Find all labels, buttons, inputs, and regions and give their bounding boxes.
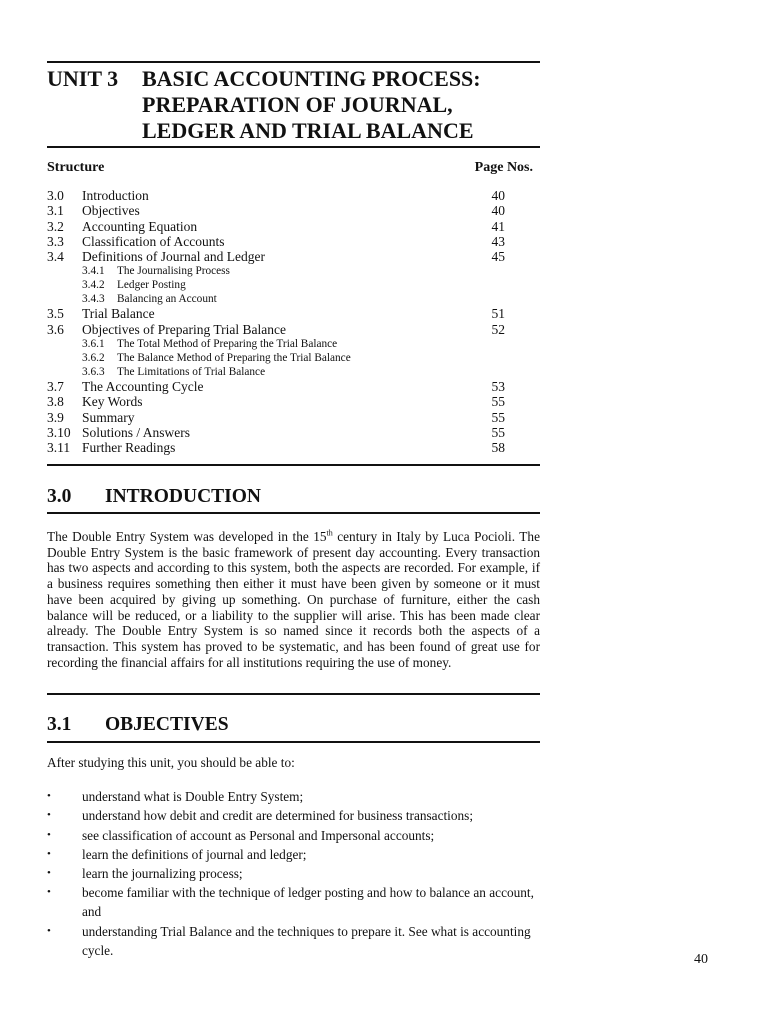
- toc-item: [47, 394, 505, 409]
- toc-number: 3.11: [47, 440, 71, 456]
- list-item-text: learn the journalizing process;: [82, 866, 243, 882]
- table-of-contents: [47, 188, 505, 456]
- toc-number: 3.6: [47, 321, 64, 337]
- toc-number: 3.9: [47, 409, 64, 425]
- toc-item: [47, 203, 505, 218]
- unit-title: [142, 66, 552, 144]
- bullet-icon: •: [47, 867, 51, 880]
- toc-number: 3.6.2: [82, 352, 105, 365]
- bullet-icon: •: [47, 790, 51, 802]
- toc-number: 3.6.1: [82, 338, 105, 351]
- toc-number: 3.5: [47, 306, 64, 322]
- toc-page: 51: [491, 306, 505, 322]
- toc-subitem: [47, 351, 505, 365]
- toc-item: [47, 249, 505, 264]
- toc-item: [47, 425, 505, 440]
- toc-subitem: [47, 278, 505, 292]
- list-item-text: understand what is Double Entry System;: [82, 789, 304, 804]
- toc-page: 55: [491, 424, 505, 440]
- section-number: 3.1: [47, 714, 72, 735]
- bullet-icon: •: [47, 924, 51, 937]
- unit-title-line: LEDGER AND TRIAL BALANCE: [142, 118, 474, 143]
- toc-item: [47, 410, 505, 425]
- toc-number: 3.3: [47, 233, 64, 249]
- toc-number: 3.4.1: [82, 265, 105, 278]
- toc-number: 3.4.2: [82, 279, 105, 292]
- top-rule: [47, 61, 540, 63]
- toc-page: 41: [491, 218, 505, 234]
- list-item-text: understanding Trial Balance and the techniques to prepare it. See what is accounting cycle.: [82, 923, 531, 958]
- introduction-rule: [47, 512, 540, 514]
- toc-page: 55: [491, 409, 505, 425]
- toc-number: 3.4: [47, 249, 64, 265]
- toc-number: 3.7: [47, 379, 64, 395]
- toc-item: [47, 379, 505, 394]
- toc-title: The Balance Method of Preparing the Trial Balance: [117, 352, 351, 365]
- toc-title: Summary: [82, 409, 135, 425]
- list-item: [47, 787, 540, 806]
- toc-item: [47, 440, 505, 455]
- page-number: 40: [694, 952, 708, 967]
- list-item: [47, 864, 540, 883]
- toc-title: Accounting Equation: [82, 218, 198, 234]
- toc-page: 43: [491, 233, 505, 249]
- toc-title: Key Words: [82, 394, 143, 410]
- structure-label: Structure: [47, 160, 105, 175]
- toc-subitem: [47, 264, 505, 278]
- toc-title: Trial Balance: [82, 306, 155, 322]
- toc-title: Further Readings: [82, 440, 176, 456]
- list-item: [47, 806, 540, 825]
- section-title: OBJECTIVES: [105, 714, 229, 735]
- toc-number: 3.4.3: [82, 293, 105, 306]
- toc-title: Objectives of Preparing Trial Balance: [82, 321, 286, 337]
- bullet-icon: •: [47, 886, 51, 899]
- toc-title: Solutions / Answers: [82, 424, 191, 440]
- objectives-intro: After studying this unit, you should be able to:: [47, 755, 295, 770]
- toc-page: 40: [491, 188, 505, 203]
- toc-number: 3.0: [47, 188, 64, 203]
- toc-rule: [47, 464, 540, 466]
- toc-title: Introduction: [82, 188, 149, 203]
- toc-title: Balancing an Account: [117, 293, 217, 306]
- toc-title: The Accounting Cycle: [82, 379, 204, 395]
- toc-title: Ledger Posting: [117, 279, 186, 292]
- toc-page: 53: [491, 379, 505, 395]
- toc-item: [47, 322, 505, 337]
- toc-number: 3.6.3: [82, 366, 105, 379]
- bullet-icon: •: [47, 847, 51, 860]
- toc-page: 55: [491, 394, 505, 410]
- objectives-list: [47, 787, 540, 960]
- list-item-text: become familiar with the technique of ledger posting and how to balance an account, and: [82, 885, 534, 920]
- unit-title-line: BASIC ACCOUNTING PROCESS:: [142, 66, 481, 91]
- toc-title: The Total Method of Preparing the Trial Balance: [117, 338, 338, 351]
- title-rule: [47, 146, 540, 148]
- list-item: [47, 845, 540, 864]
- toc-item: [47, 219, 505, 234]
- toc-subitem: [47, 337, 505, 351]
- toc-number: 3.1: [47, 203, 64, 219]
- list-item: [47, 826, 540, 845]
- list-item: [47, 922, 540, 960]
- list-item-text: learn the definitions of journal and ledger;: [82, 846, 307, 862]
- toc-page: 52: [491, 321, 505, 337]
- unit-label: UNIT 3: [47, 66, 119, 91]
- toc-number: 3.8: [47, 394, 64, 410]
- toc-page: 40: [491, 203, 505, 219]
- toc-number: 3.2: [47, 218, 64, 234]
- toc-subitem: [47, 292, 505, 306]
- toc-item: [47, 306, 505, 321]
- section-title: INTRODUCTION: [105, 486, 262, 507]
- toc-title: Classification of Accounts: [82, 233, 225, 249]
- list-item-text: understand how debit and credit are determined for business transactions;: [82, 808, 474, 824]
- objectives-top-rule: [47, 693, 540, 695]
- toc-page: 58: [491, 440, 505, 456]
- toc-subitem: [47, 365, 505, 379]
- toc-title: Objectives: [82, 203, 140, 219]
- list-item-text: see classification of account as Personal and Impersonal accounts;: [82, 827, 435, 843]
- structure-header: [47, 160, 533, 176]
- toc-title: The Journalising Process: [117, 265, 230, 278]
- page-nos-label: Page Nos.: [474, 160, 533, 175]
- unit-title-line: PREPARATION OF JOURNAL,: [142, 92, 453, 117]
- objectives-rule: [47, 741, 540, 743]
- section-number: 3.0: [47, 486, 72, 507]
- bullet-icon: •: [47, 828, 51, 841]
- toc-title: The Limitations of Trial Balance: [117, 366, 266, 379]
- toc-item: [47, 188, 505, 203]
- toc-title: Definitions of Journal and Ledger: [82, 249, 265, 265]
- toc-number: 3.10: [47, 424, 71, 440]
- toc-item: [47, 234, 505, 249]
- introduction-paragraph: The Double Entry System was developed in the 15th century in Italy by Luca Pocioli. The Double Entry System is the basic framework of present day accounting. Every transaction has two aspects and according to this system, both the aspects are recorded. For example, if a business requires something then either it must have been given by someone or it must have been acquired by giving up something. On purchase of furniture, either the cash balance will be reduced, or a liability to the supplier will arise. This has been made clear already. The Double Entry System is so named since it records both the aspects of a transaction. This system has proved to be systematic, and has been found of great use for recording the financial affairs for all institutions requiring the use of money.: [47, 528, 540, 670]
- bullet-icon: •: [47, 809, 51, 822]
- toc-page: 45: [491, 249, 505, 265]
- list-item: [47, 883, 540, 921]
